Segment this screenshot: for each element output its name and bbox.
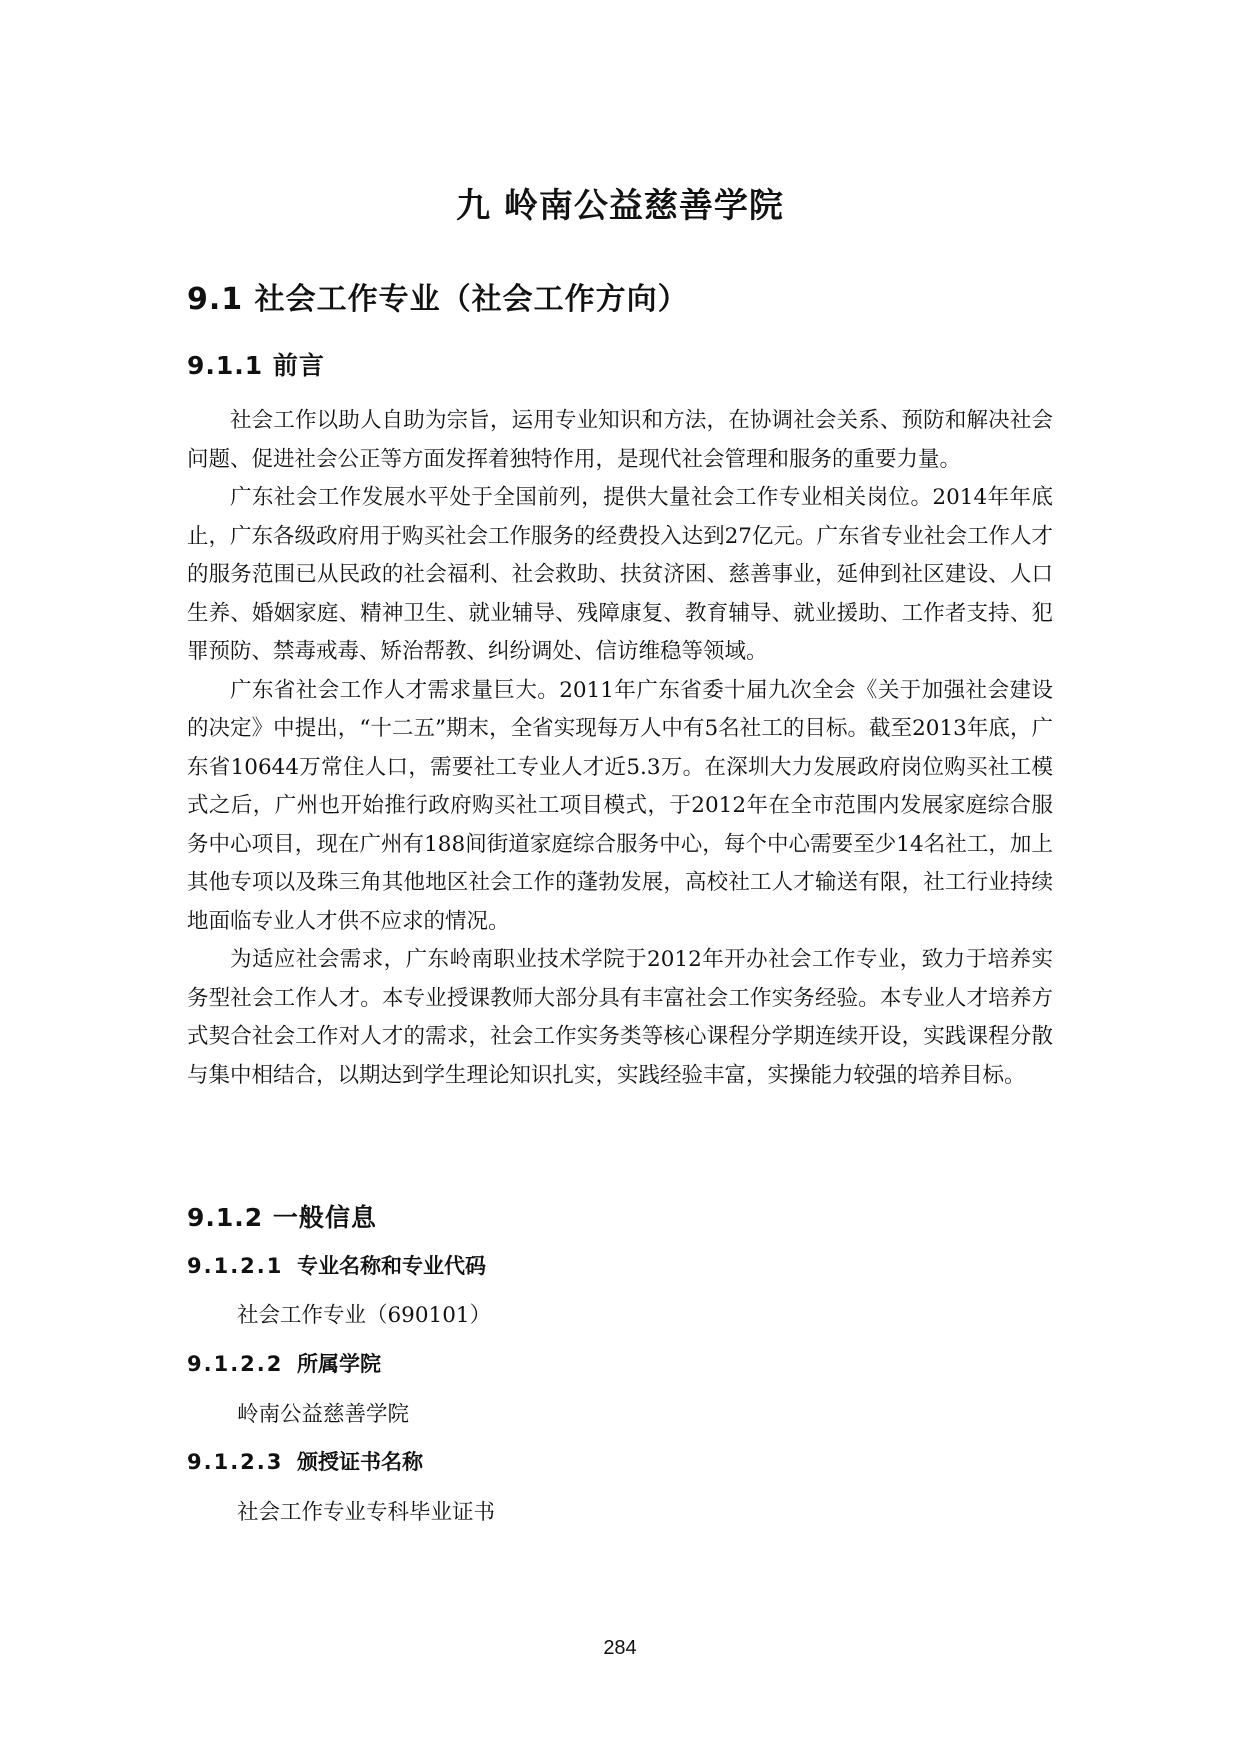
preface-body	[187, 402, 1053, 1095]
item-title: 颁授证书名称	[297, 1450, 423, 1474]
preface-paragraph: 广东省社会工作人才需求量巨大。2011年广东省委十届九次全会《关于加强社会建设的决定》中提出，“十二五”期末，全省实现每万人中有5名社工的目标。截至2013年底，广东省10644万常住人口，需要社工专业人才近5.3万。在深圳大力发展政府岗位购买社工模式之后，广州也开始推行政府购买社工项目模式，于2012年在全市范围内发展家庭综合服务中心项目，现在广州有188间街道家庭综合服务中心，每个中心需要至少14名社工，加上其他专项以及珠三角其他地区社会工作的蓬勃发展，高校社工人才输送有限，社工行业持续地面临专业人才供不应求的情况。	[187, 677, 1053, 934]
page-number: 284	[603, 1637, 637, 1659]
item-title: 所属学院	[297, 1352, 381, 1376]
preface-paragraph: 社会工作以助人自助为宗旨，运用专业知识和方法，在协调社会关系、预防和解决社会问题、促进社会公正等方面发挥着独特作用，是现代社会管理和服务的重要力量。	[187, 408, 1053, 472]
subsection-title-general-info: 9.1.2 一般信息	[187, 1203, 377, 1232]
preface-paragraph: 为适应社会需求，广东岭南职业技术学院于2012年开办社会工作专业，致力于培养实务型社会工作人才。本专业授课教师大部分具有丰富社会工作实务经验。本专业人才培养方式契合社会工作对人才的需求，社会工作实务类等核心课程分学期连续开设，实践课程分散与集中相结合，以期达到学生理论知识扎实，实践经验丰富，实操能力较强的培养目标。	[187, 947, 1053, 1088]
preface-paragraph: 广东社会工作发展水平处于全国前列，提供大量社会工作专业相关岗位。2014年年底止，广东各级政府用于购买社会工作服务的经费投入达到27亿元。广东省专业社会工作人才的服务范围已从民政的社会福利、社会救助、扶贫济困、慈善事业，延伸到社区建设、人口生养、婚姻家庭、精神卫生、就业辅导、残障康复、教育辅导、就业援助、工作者支持、犯罪预防、禁毒戒毒、矫治帮教、纠纷调处、信访维稳等领域。	[187, 485, 1053, 664]
item-value-certificate: 社会工作专业专科毕业证书	[237, 1500, 496, 1525]
item-value-college: 岭南公益慈善学院	[237, 1402, 410, 1427]
chapter-title: 九 岭南公益慈善学院	[456, 186, 784, 226]
subsection-title-preface: 9.1.1 前言	[187, 351, 325, 380]
section-title: 9.1 社会工作专业（社会工作方向）	[187, 282, 689, 317]
item-number: 9.1.2.1	[187, 1254, 284, 1278]
item-title: 专业名称和专业代码	[297, 1254, 486, 1278]
item-heading-certificate	[187, 1446, 423, 1476]
item-number: 9.1.2.2	[187, 1352, 284, 1376]
item-number: 9.1.2.3	[187, 1450, 284, 1474]
item-heading-college	[187, 1348, 381, 1378]
item-heading-major-name	[187, 1250, 486, 1280]
item-value-major-name: 社会工作专业（690101）	[237, 1303, 492, 1328]
